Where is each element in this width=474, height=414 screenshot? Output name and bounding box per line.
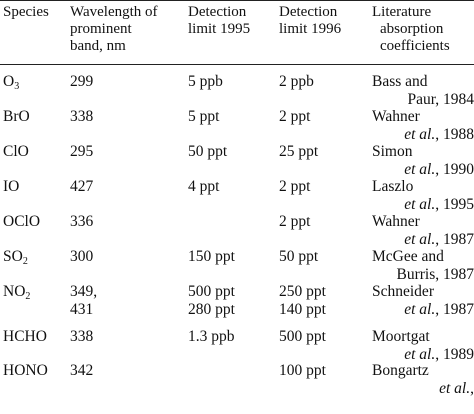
detection-1996-cell: 2 ppt bbox=[279, 213, 311, 230]
detection-1996-cell: 2 ppt bbox=[279, 108, 311, 125]
detection-1995-cell: 1.3 ppb bbox=[188, 328, 235, 345]
detection-1996-cell: 25 ppt bbox=[279, 143, 319, 160]
detection-1995-cell: 5 ppb bbox=[188, 73, 223, 90]
literature-cell: Bass and Paur, 1984 bbox=[372, 73, 474, 108]
detection-1996-cell: 500 ppt bbox=[279, 328, 326, 345]
literature-cell: Schneider et al., 1987 bbox=[372, 283, 474, 318]
species-cell: IO bbox=[3, 178, 20, 195]
detection-1995-cell: 150 ppt bbox=[188, 248, 235, 265]
top-rule bbox=[0, 0, 474, 1]
wavelength-cell: 299 bbox=[70, 73, 94, 90]
detection-1995-cell: 5 ppt bbox=[188, 108, 220, 125]
detection-1996-cell: 2 ppb bbox=[279, 73, 314, 90]
wavelength-cell: 338 bbox=[70, 108, 94, 125]
literature-cell: Laszlo et al., 1995 bbox=[372, 178, 474, 213]
detection-1996-cell: 50 ppt bbox=[279, 248, 319, 265]
detection-1995-cell: 4 ppt bbox=[188, 178, 220, 195]
literature-cell: Wahner et al., 1987 bbox=[372, 213, 474, 248]
header-detection-1996: Detection limit 1996 bbox=[279, 4, 342, 37]
species-cell: HCHO bbox=[3, 328, 47, 345]
wavelength-cell: 295 bbox=[70, 143, 94, 160]
literature-cell: Bongartz et al., bbox=[372, 362, 474, 397]
literature-cell: Moortgat et al., 1989 bbox=[372, 328, 474, 363]
header-wavelength: Wavelength of prominent band, nm bbox=[70, 4, 158, 54]
wavelength-cell: 342 bbox=[70, 362, 94, 379]
detection-1996-cell: 250 ppt 140 ppt bbox=[279, 283, 326, 318]
header-rule bbox=[0, 64, 474, 65]
species-cell: HONO bbox=[3, 362, 48, 379]
literature-cell: McGee and Burris, 1987 bbox=[372, 248, 474, 283]
species-cell: ClO bbox=[3, 143, 29, 160]
species-cell: $O_3$ bbox=[3, 73, 20, 92]
detection-1995-cell: 50 ppt bbox=[188, 143, 228, 160]
species-cell: $NO_2$ bbox=[3, 283, 31, 302]
wavelength-cell: 427 bbox=[70, 178, 94, 195]
wavelength-cell: 300 bbox=[70, 248, 94, 265]
header-detection-1995: Detection limit 1995 bbox=[188, 4, 251, 37]
header-species: Species bbox=[3, 4, 49, 20]
wavelength-cell: 336 bbox=[70, 213, 94, 230]
wavelength-cell: 338 bbox=[70, 328, 94, 345]
wavelength-cell: 349, 431 bbox=[70, 283, 98, 318]
literature-cell: Simon et al., 1990 bbox=[372, 143, 474, 178]
detection-1996-cell: 2 ppt bbox=[279, 178, 311, 195]
species-cell: $SO_2$ bbox=[3, 248, 28, 267]
species-cell: OClO bbox=[3, 213, 41, 230]
header-literature: Literature absorption coefficients bbox=[372, 4, 450, 54]
literature-cell: Wahner et al., 1988 bbox=[372, 108, 474, 143]
species-cell: BrO bbox=[3, 108, 30, 125]
detection-1995-cell: 500 ppt 280 ppt bbox=[188, 283, 235, 318]
detection-1996-cell: 100 ppt bbox=[279, 362, 326, 379]
